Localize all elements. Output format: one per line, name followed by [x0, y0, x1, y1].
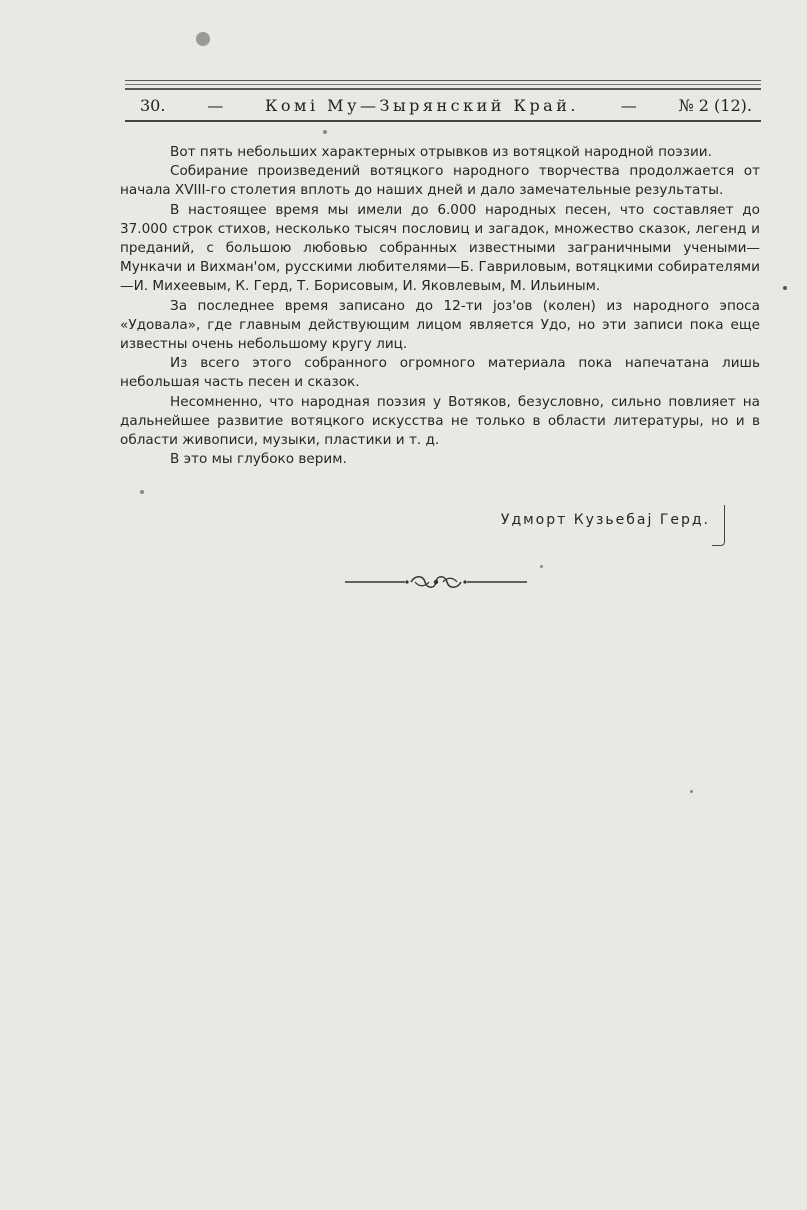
paragraph: Собирание произведений вотяцкого народного творчества продолжается от начала XVIII-го столетия вплоть до наших дней и дало замечательные результаты. — [120, 163, 760, 199]
paragraph: В настоящее время мы имели до 6.000 народных песен, что составляет до 37.000 строк стихов, несколько тысяч пословиц и загадок, множество сказок, легенд и преданий, с большою любовью собранных известными заграничными учеными—Мункачи и Вихман'ом, русскими любителями—Б. Гавриловым, вотяцкими собирателями—И. Михеевым, К. Герд, Т. Борисовым, И. Яковлевым, М. Ильиным. — [120, 201, 760, 295]
header-rule-lower — [125, 88, 761, 90]
paper-speck — [540, 565, 543, 568]
paragraph: За последнее время записано до 12-ти joз'ов (колен) из народного эпоса «Удовала», где главным действующим лицом является Удо, но эти записи пока еще известны очень небольшому кругу лиц. — [120, 297, 760, 353]
header-rule-middle — [125, 84, 761, 85]
paragraph: В это мы глубоко верим. — [170, 451, 347, 468]
paper-speck — [690, 790, 693, 793]
header-rule-bottom — [125, 120, 761, 122]
issue-number: № 2 (12). — [678, 95, 752, 115]
signature-bracket — [712, 505, 725, 546]
header-dash-right: — — [620, 95, 637, 115]
page-number: 30. — [140, 95, 166, 115]
paper-blemish — [196, 32, 210, 46]
journal-title: Комі Му—Зырянский Край. — [265, 95, 579, 115]
end-ornament — [345, 572, 527, 592]
paragraph: Несомненно, что народная поэзия у Вотяков, безусловно, сильно повлияет на дальнейшее развитие вотяцкого искусства не только в области литературы, но и в области живописи, музыки, пластики и т. д. — [120, 393, 760, 449]
article-body — [120, 143, 760, 469]
running-header — [140, 94, 752, 116]
paper-speck — [783, 286, 787, 290]
header-dash-left: — — [207, 95, 224, 115]
author-signature: Удморт Кузьебај Герд. — [500, 512, 710, 528]
paragraph: Из всего этого собранного огромного материала пока напечатана лишь небольшая часть песен и сказок. — [120, 355, 760, 391]
paragraph: Вот пять небольших характерных отрывков из вотяцкой народной поэзии. — [170, 144, 712, 160]
header-rule-top — [125, 80, 761, 81]
paper-speck — [323, 130, 327, 134]
paper-speck — [140, 490, 144, 494]
